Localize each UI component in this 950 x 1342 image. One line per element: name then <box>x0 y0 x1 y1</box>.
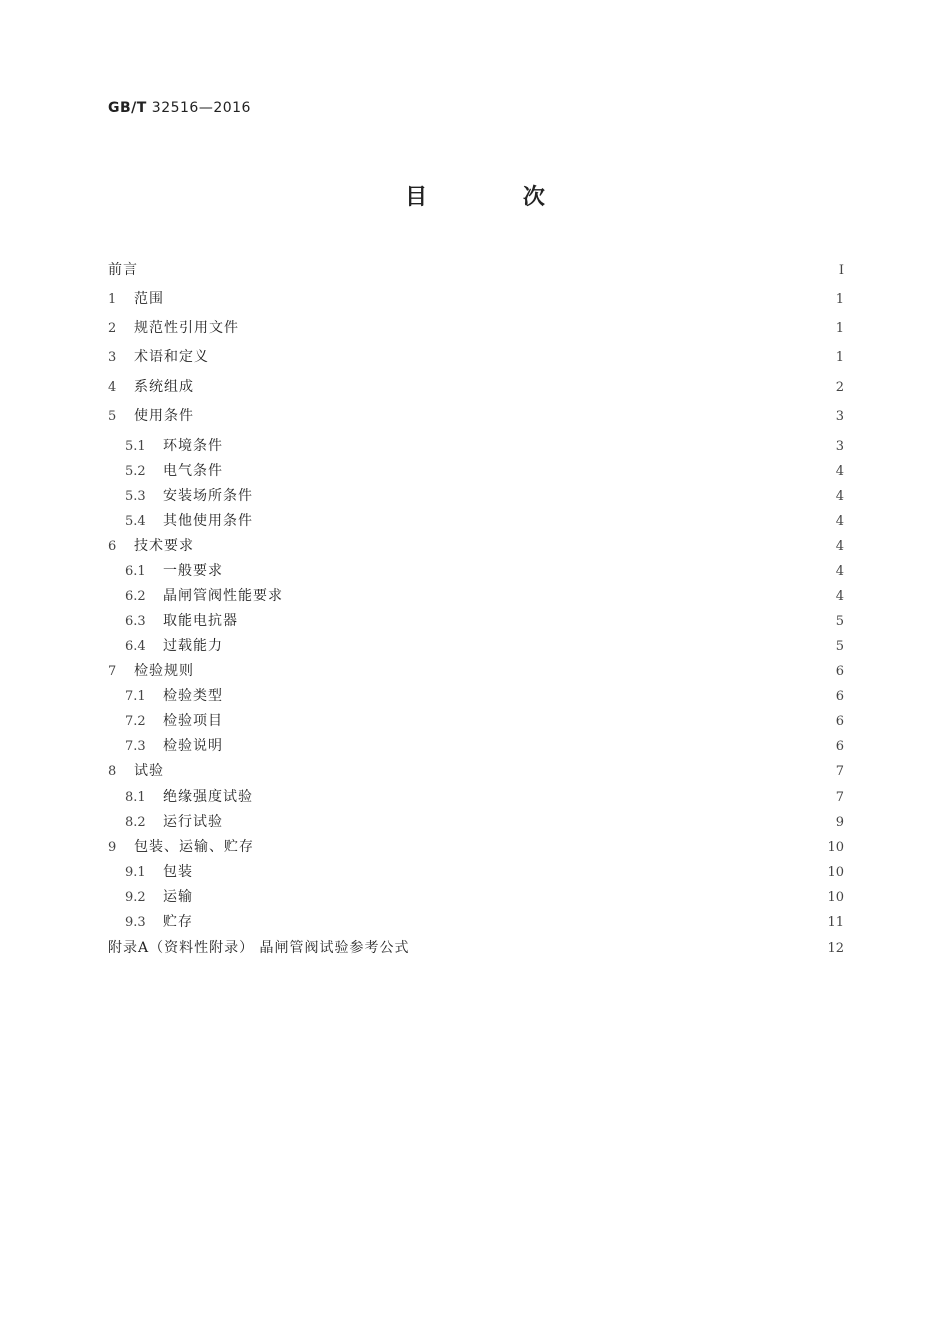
toc-entry-number: 7.3 <box>125 739 146 754</box>
toc-entry-title: 检验规则 <box>134 663 194 679</box>
toc-entry-title: 检验类型 <box>163 688 223 704</box>
toc-entry[interactable] <box>108 835 844 860</box>
toc-entry-number: 5.1 <box>125 439 146 454</box>
toc-dot-leader <box>204 404 818 429</box>
toc-entry-title: 规范性引用文件 <box>134 320 239 336</box>
toc-entry-title: 前言 <box>108 262 138 278</box>
toc-entry-page: 3 <box>835 439 844 454</box>
toc-dot-leader <box>148 258 818 283</box>
toc-entry-title: 范围 <box>134 291 164 307</box>
toc-entry[interactable] <box>125 609 844 634</box>
toc-dot-leader <box>293 584 818 609</box>
toc-dot-leader <box>248 609 818 634</box>
toc-entry-title: 贮存 <box>163 914 193 930</box>
toc-entry-number: 3 <box>108 350 117 365</box>
toc-dot-leader <box>233 810 818 835</box>
toc-dot-leader <box>249 316 818 341</box>
toc-entry-page: 9 <box>835 815 844 830</box>
toc-entry-page: 4 <box>835 589 844 604</box>
toc-entry[interactable] <box>125 709 844 734</box>
toc-entry-title: 检验说明 <box>163 738 223 754</box>
toc-dot-leader <box>203 910 818 935</box>
toc-entry[interactable] <box>125 634 844 659</box>
toc-entry-page: 1 <box>835 292 844 307</box>
toc-dot-leader <box>174 287 818 312</box>
toc-dot-leader <box>233 709 818 734</box>
toc-entry-page: 4 <box>835 464 844 479</box>
toc-entry-number: 7 <box>108 664 117 679</box>
toc-entry-title: 使用条件 <box>134 408 194 424</box>
toc-entry-number: 5 <box>108 409 117 424</box>
toc-entry-title: 一般要求 <box>163 563 223 579</box>
toc-entry-page: 2 <box>835 380 844 395</box>
toc-entry[interactable] <box>125 885 844 910</box>
toc-entry-number: 6.1 <box>125 564 146 579</box>
toc-entry-title: 取能电抗器 <box>163 613 238 629</box>
toc-dot-leader <box>233 559 818 584</box>
toc-entry-page: 7 <box>835 764 844 779</box>
toc-entry-title: 术语和定义 <box>134 349 209 365</box>
toc-entry[interactable] <box>125 910 844 935</box>
standard-number: 32516—2016 <box>151 100 251 116</box>
toc-entry-number: 5.3 <box>125 489 146 504</box>
toc-entry-page: Ⅰ <box>838 263 844 278</box>
toc-entry[interactable] <box>108 287 844 312</box>
toc-entry-number: 5.4 <box>125 514 146 529</box>
toc-entry[interactable] <box>108 936 844 961</box>
toc-entry-title: 试验 <box>134 763 164 779</box>
toc-entry-page: 1 <box>835 350 844 365</box>
toc-entry-page: 10 <box>827 890 844 905</box>
toc-entry[interactable] <box>108 375 844 400</box>
toc-entry[interactable] <box>125 785 844 810</box>
toc-entry-number: 6.4 <box>125 639 146 654</box>
toc-entry-number: 4 <box>108 380 117 395</box>
toc-entry[interactable] <box>125 860 844 885</box>
toc-dot-leader <box>263 509 818 534</box>
toc-entry-number: 8.1 <box>125 790 146 805</box>
toc-entry-title: 晶闸管阀性能要求 <box>163 588 283 604</box>
toc-entry[interactable] <box>108 316 844 341</box>
toc-entry-number: 9.1 <box>125 865 146 880</box>
standard-prefix: GB/T <box>108 100 147 116</box>
toc-entry-page: 4 <box>835 564 844 579</box>
toc-entry-number: 5.2 <box>125 464 146 479</box>
toc-entry[interactable] <box>108 345 844 370</box>
toc-entry-title: 过载能力 <box>163 638 223 654</box>
toc-dot-leader <box>263 484 818 509</box>
toc-entry-page: 6 <box>835 714 844 729</box>
toc-entry[interactable] <box>108 404 844 429</box>
toc-entry-title: 包装、运输、贮存 <box>134 839 254 855</box>
toc-entry[interactable] <box>125 509 844 534</box>
toc-entry-number: 6 <box>108 539 117 554</box>
toc-entry-number: 6.3 <box>125 614 146 629</box>
toc-entry-number: 6.2 <box>125 589 146 604</box>
toc-entry-page: 6 <box>835 739 844 754</box>
toc-entry[interactable] <box>125 559 844 584</box>
toc-entry-title: 其他使用条件 <box>163 513 253 529</box>
toc-entry-number: 8.2 <box>125 815 146 830</box>
toc-entry[interactable] <box>125 434 844 459</box>
toc-entry-title: 运行试验 <box>163 814 223 830</box>
toc-entry[interactable] <box>125 484 844 509</box>
toc-entry-page: 4 <box>835 489 844 504</box>
toc-entry-page: 3 <box>835 409 844 424</box>
toc-entry-number: 7.1 <box>125 689 146 704</box>
toc-entry[interactable] <box>108 759 844 784</box>
toc-entry-page: 7 <box>835 790 844 805</box>
toc-entry-page: 11 <box>827 915 844 930</box>
toc-entry-title: 安装场所条件 <box>163 488 253 504</box>
toc-entry-title: 包装 <box>163 864 193 880</box>
toc-dot-leader <box>204 534 818 559</box>
toc-entry-title: 运输 <box>163 889 193 905</box>
toc-dot-leader <box>264 835 818 860</box>
toc-entry-title: 电气条件 <box>163 463 223 479</box>
toc-entry-page: 10 <box>827 840 844 855</box>
toc-entry[interactable] <box>108 659 844 684</box>
standard-code <box>108 100 251 116</box>
toc-entry[interactable] <box>108 258 844 283</box>
toc-entry-title: 检验项目 <box>163 713 223 729</box>
toc-entry-number: 9.2 <box>125 890 146 905</box>
toc-entry-title: 绝缘强度试验 <box>163 789 253 805</box>
toc-dot-leader <box>233 434 818 459</box>
toc-entry-page: 5 <box>835 614 844 629</box>
toc-dot-leader <box>203 885 818 910</box>
toc-entry-page: 6 <box>835 664 844 679</box>
toc-entry-title: 技术要求 <box>134 538 194 554</box>
toc-entry-title: 系统组成 <box>134 379 194 395</box>
toc-dot-leader <box>174 759 818 784</box>
toc-entry-page: 5 <box>835 639 844 654</box>
toc-entry-page: 1 <box>835 321 844 336</box>
toc-entry[interactable] <box>125 810 844 835</box>
toc-entry[interactable] <box>125 684 844 709</box>
toc-dot-leader <box>204 375 818 400</box>
toc-entry-page: 4 <box>835 539 844 554</box>
toc-entry-number: 1 <box>108 292 117 307</box>
toc-entry-page: 4 <box>835 514 844 529</box>
toc-dot-leader <box>233 459 818 484</box>
toc-entry-number: 7.2 <box>125 714 146 729</box>
toc-entry-title: 附录A（资料性附录） 晶闸管阀试验参考公式 <box>108 940 410 956</box>
toc-title: 目 次 <box>405 185 589 210</box>
toc-entry[interactable] <box>125 584 844 609</box>
toc-entry-page: 12 <box>827 941 844 956</box>
toc-dot-leader <box>420 936 818 961</box>
toc-entry[interactable] <box>125 459 844 484</box>
toc-dot-leader <box>263 785 818 810</box>
toc-entry-title: 环境条件 <box>163 438 223 454</box>
toc-dot-leader <box>219 345 818 370</box>
toc-entry-number: 2 <box>108 321 117 336</box>
toc-dot-leader <box>203 860 818 885</box>
toc-entry-number: 9.3 <box>125 915 146 930</box>
toc-dot-leader <box>233 634 818 659</box>
toc-entry-page: 10 <box>827 865 844 880</box>
toc-entry-number: 8 <box>108 764 117 779</box>
toc-entry-page: 6 <box>835 689 844 704</box>
toc-dot-leader <box>233 734 818 759</box>
toc-dot-leader <box>233 684 818 709</box>
toc-entry[interactable] <box>125 734 844 759</box>
toc-entry-number: 9 <box>108 840 117 855</box>
toc-dot-leader <box>204 659 818 684</box>
toc-entry[interactable] <box>108 534 844 559</box>
